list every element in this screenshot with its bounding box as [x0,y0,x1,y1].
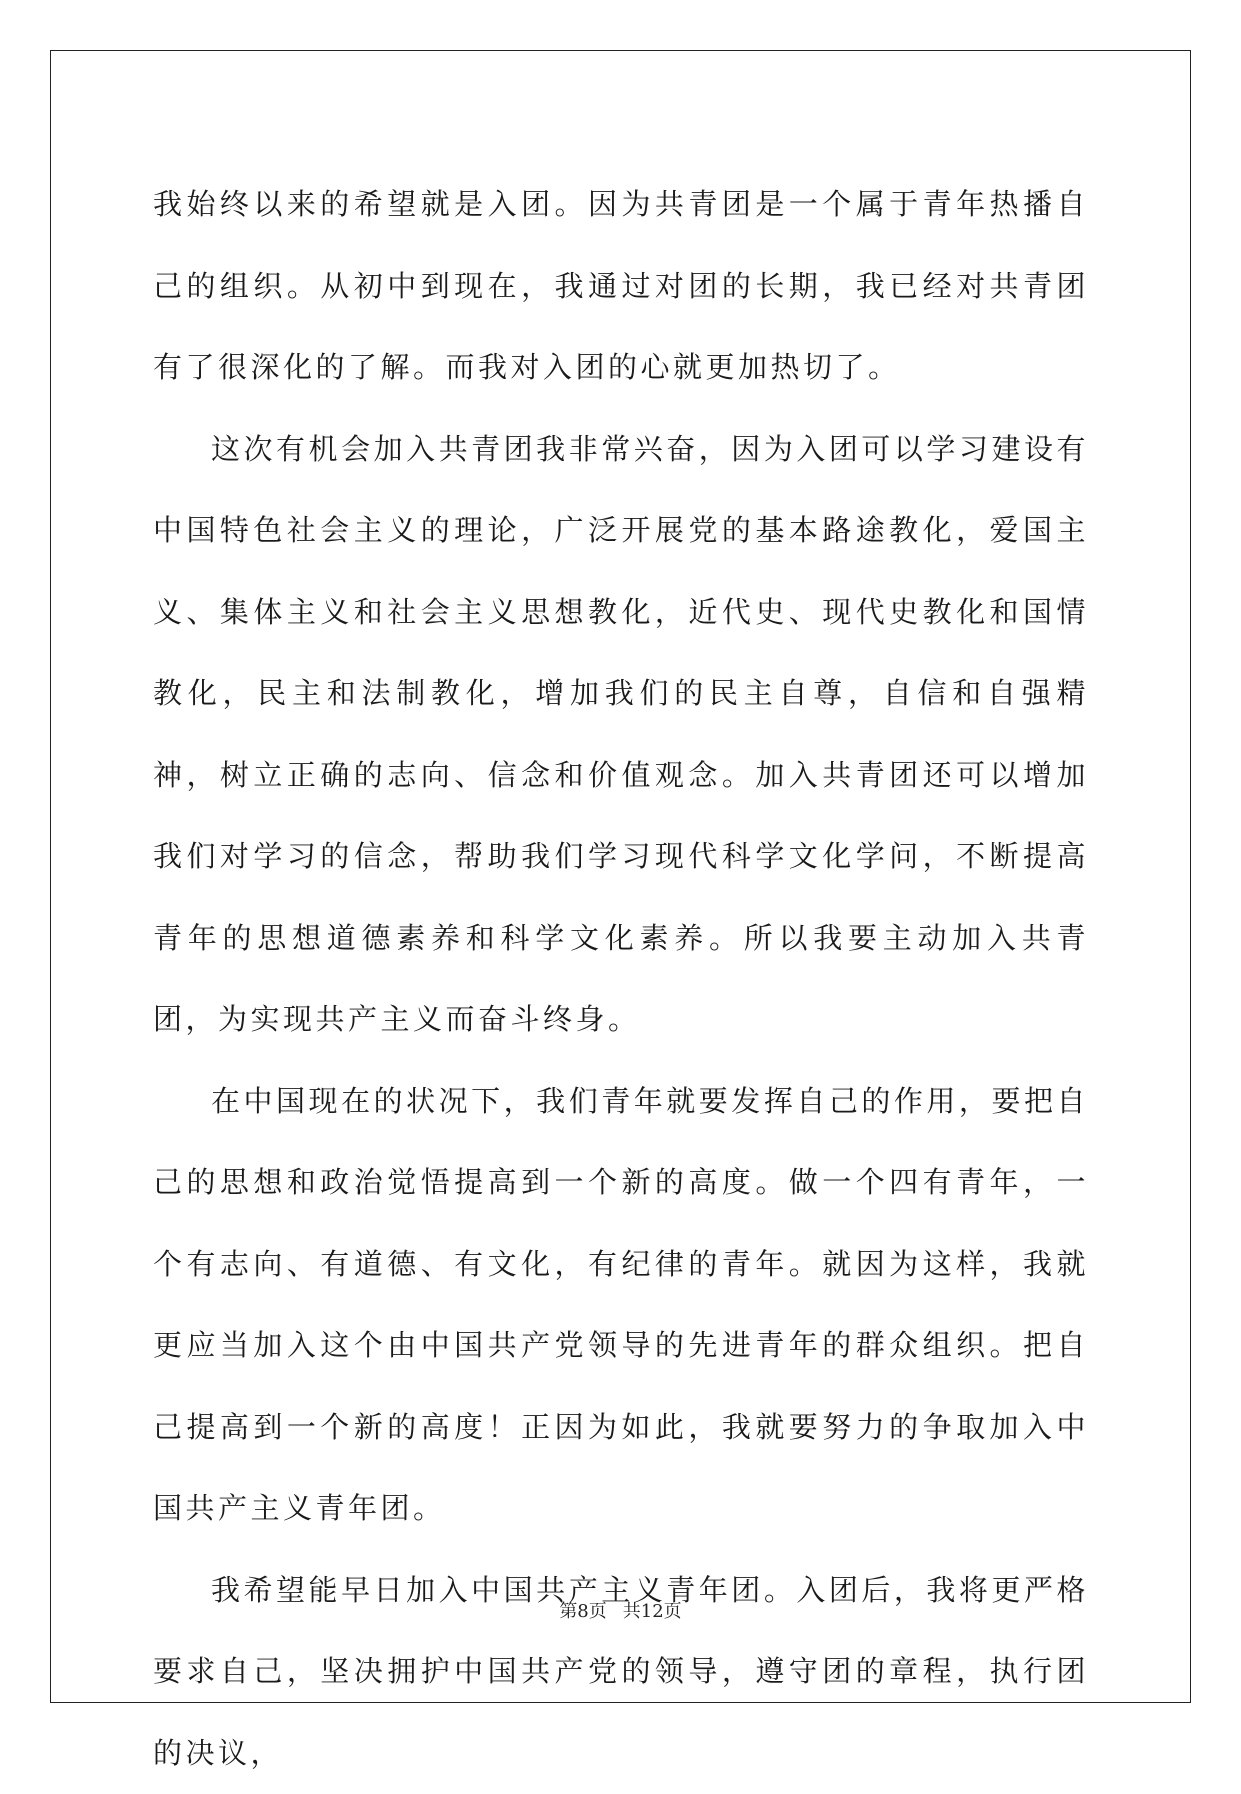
page-total: 共12页 [623,1597,682,1623]
page-footer [0,1597,1241,1623]
document-body [153,164,1089,1794]
paragraph-2: 这次有机会加入共青团我非常兴奋，因为入团可以学习建设有中国特色社会主义的理论，广泛开展党的基本路途教化，爱国主义、集体主义和社会主义思想教化，近代史、现代史教化和国情教化，民主和法制教化，增加我们的民主自尊，自信和自强精神，树立正确的志向、信念和价值观念。加入共青团还可以增加我们对学习的信念，帮助我们学习现代科学文化学问，不断提高青年的思想道德素养和科学文化素养。所以我要主动加入共青团，为实现共产主义而奋斗终身。 [153,409,1089,1061]
paragraph-1: 我始终以来的希望就是入团。因为共青团是一个属于青年热播自己的组织。从初中到现在，我通过对团的长期，我已经对共青团有了很深化的了解。而我对入团的心就更加热切了。 [153,164,1089,409]
paragraph-3: 在中国现在的状况下，我们青年就要发挥自己的作用，要把自己的思想和政治觉悟提高到一个新的高度。做一个四有青年，一个有志向、有道德、有文化，有纪律的青年。就因为这样，我就更应当加入这个由中国共产党领导的先进青年的群众组织。把自己提高到一个新的高度！正因为如此，我就要努力的争取加入中国共产主义青年团。 [153,1061,1089,1550]
page-number: 第8页 [559,1597,606,1623]
paragraph-4: 我希望能早日加入中国共产主义青年团。入团后，我将更严格要求自己，坚决拥护中国共产党的领导，遵守团的章程，执行团的决议， [153,1550,1089,1794]
